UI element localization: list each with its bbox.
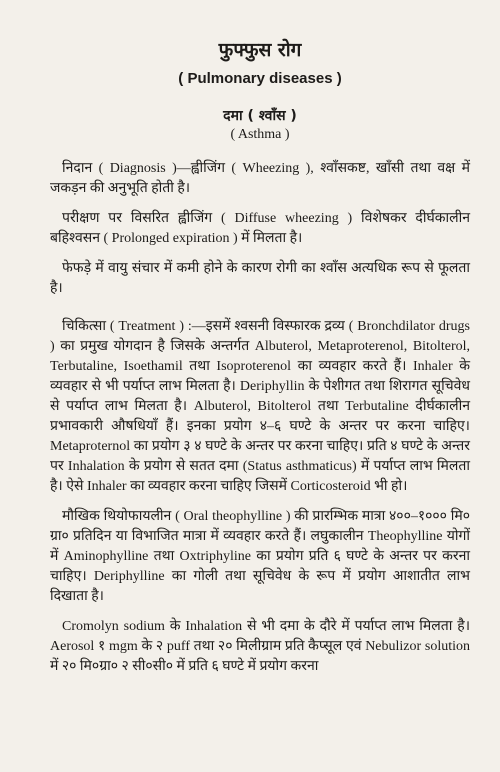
section-title: दमा ( श्वाँस ) [223,108,297,124]
paragraph-diagnosis: निदान ( Diagnosis )—ह्वीजिंग ( Wheezing ), श्वाँसकष्ट, खाँसी तथा वक्ष में जकड़न की अनुभूति होती है। [50,161,470,196]
paragraph-breathing: फेफड़े में वायु संचार में कमी होने के कारण रोगी का श्वाँस अत्यधिक रूप से फूलता है। [50,261,470,296]
chapter-title: फुफ्फुस रोग [218,39,302,61]
section-subtitle: ( Asthma ) [230,127,290,142]
paragraph-cromolyn: Cromolyn sodium के Inhalation से भी दमा के दौरे में पर्याप्त लाभ मिलता है। Aerosol १ mgm के २ puff तथा २० मिलीग्राम प्रति कैप्सूल एवं Nebulizor solution में २० मि०ग्रा० २ सी०सी० में प्रति ६ घण्टे में प्रयोग करना [50,619,470,674]
paragraph-treatment: चिकित्सा ( Treatment ) :—इसमें श्वसनी विस्फारक द्रव्य ( Bronchdilator drugs ) का प्रमुख योगदान है जिसके अन्तर्गत Albuterol, Metaproterenol, Bitolterol, Terbutaline, Isoethamil तथा Isoproterenol का व्यवहार करते हैं। Inhaler के व्यवहार से भी पर्याप्त लाभ मिलता है। Deriphyllin के पेशीगत तथा शिरागत सूचिवेध से पर्याप्त लाभ मिलता है। Albuterol, Bitolterol तथा Terbutaline दीर्घकालीन प्रभावकारी औषधियाँ हैं। इनका प्रयोग ४–६ घण्टे के अन्तर पर करना चाहिए। Metaproternol का प्रयोग ३ ४ घण्टे के अन्तर पर करना चाहिए। प्रति ४ घण्टे के अन्तर पर Inhalation के प्रयोग से सतत दमा (Status asthmaticus) में पर्याप्त लाभ मिलता है। ऐसे Inhaler का व्यवहार करना चाहिए जिसमें Corticosteroid भी हो। [50,319,470,494]
paragraph-theophylline: मौखिक थियोफायलीन ( Oral theophylline ) की प्रारम्भिक मात्रा ४००–१००० मि० ग्रा० प्रतिदिन या विभाजित मात्रा में व्यवहार करते हैं। लघुकालीन Theophylline योगों में Aminophylline तथा Oxtriphyline का प्रयोग प्रति ६ घण्टे के अन्तर पर करना चाहिए। Deriphylline का गोली तथा सूचिवेध के रूप में प्रयोग आशातीत लाभ दिखाता है। [50,509,470,604]
chapter-subtitle: ( Pulmonary diseases ) [178,70,342,87]
paragraph-examination: परीक्षण पर विसरित ह्वीजिंग ( Diffuse wheezing ) विशेषकर दीर्घकालीन बहिश्वसन ( Prolonged expiration ) में मिलता है। [50,211,470,246]
